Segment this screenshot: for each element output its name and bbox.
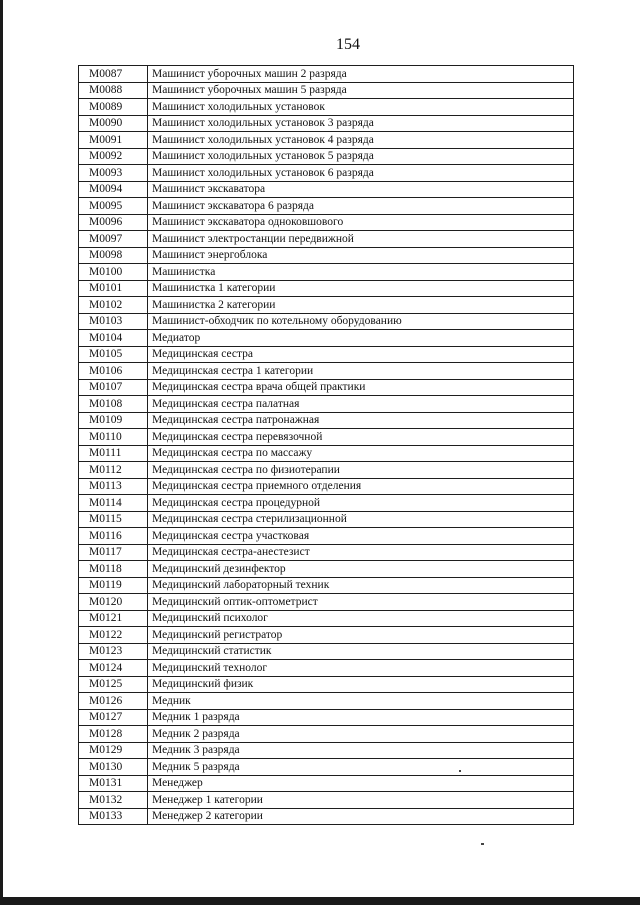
table-row (79, 528, 574, 545)
row-profession-name: Медицинская сестра участковая (148, 528, 574, 545)
row-code: М0112 (79, 462, 148, 479)
row-code: М0107 (79, 379, 148, 396)
row-profession-name: Медицинская сестра-анестезист (148, 544, 574, 561)
scan-edge-bottom (0, 897, 640, 905)
table-row (79, 247, 574, 264)
row-profession-name: Машинист экскаватора одноковшового (148, 214, 574, 231)
row-profession-name: Медицинский регистратор (148, 627, 574, 644)
row-code: М0127 (79, 709, 148, 726)
table-row (79, 643, 574, 660)
row-code: М0130 (79, 759, 148, 776)
table-row (79, 742, 574, 759)
row-profession-name: Машинистка (148, 264, 574, 281)
row-code: М0114 (79, 495, 148, 512)
row-profession-name: Медицинский оптик-оптометрист (148, 594, 574, 611)
table-row (79, 462, 574, 479)
table-row (79, 297, 574, 314)
row-profession-name: Медицинская сестра палатная (148, 396, 574, 413)
table-row (79, 396, 574, 413)
row-profession-name: Медицинская сестра патронажная (148, 412, 574, 429)
row-code: М0097 (79, 231, 148, 248)
row-code: М0123 (79, 643, 148, 660)
row-code: М0102 (79, 297, 148, 314)
row-profession-name: Медицинская сестра перевязочной (148, 429, 574, 446)
row-code: М0117 (79, 544, 148, 561)
row-profession-name: Медицинская сестра приемного отделения (148, 478, 574, 495)
row-code: М0125 (79, 676, 148, 693)
table-row (79, 214, 574, 231)
table-row (79, 577, 574, 594)
table-row (79, 264, 574, 281)
row-code: М0111 (79, 445, 148, 462)
table-row (79, 165, 574, 182)
row-profession-name: Медиатор (148, 330, 574, 347)
row-code: М0131 (79, 775, 148, 792)
row-code: М0089 (79, 99, 148, 116)
row-code: М0094 (79, 181, 148, 198)
row-profession-name: Машинист холодильных установок 3 разряда (148, 115, 574, 132)
table-row (79, 313, 574, 330)
row-code: М0122 (79, 627, 148, 644)
table-row (79, 594, 574, 611)
table-row (79, 379, 574, 396)
row-profession-name: Машинист уборочных машин 5 разряда (148, 82, 574, 99)
row-profession-name: Медицинская сестра по физиотерапии (148, 462, 574, 479)
table-row (79, 280, 574, 297)
table-row (79, 693, 574, 710)
row-code: М0109 (79, 412, 148, 429)
table-row (79, 726, 574, 743)
row-profession-name: Машинист энергоблока (148, 247, 574, 264)
row-code: М0103 (79, 313, 148, 330)
table-row (79, 231, 574, 248)
row-code: М0087 (79, 66, 148, 83)
row-code: М0091 (79, 132, 148, 149)
table-row (79, 132, 574, 149)
table-row (79, 363, 574, 380)
row-profession-name: Медицинская сестра 1 категории (148, 363, 574, 380)
row-code: М0129 (79, 742, 148, 759)
table-row (79, 610, 574, 627)
row-profession-name: Медицинский психолог (148, 610, 574, 627)
row-profession-name: Медицинская сестра врача общей практики (148, 379, 574, 396)
scan-speck (459, 770, 461, 772)
row-code: М0090 (79, 115, 148, 132)
table-row (79, 148, 574, 165)
row-code: М0116 (79, 528, 148, 545)
table-row (79, 82, 574, 99)
row-profession-name: Машинист уборочных машин 2 разряда (148, 66, 574, 83)
row-code: М0115 (79, 511, 148, 528)
scan-speck (481, 843, 484, 845)
profession-code-table (78, 65, 574, 825)
table-row (79, 808, 574, 825)
table-row (79, 544, 574, 561)
table-row (79, 198, 574, 215)
table-row (79, 561, 574, 578)
table-row (79, 627, 574, 644)
row-code: М0104 (79, 330, 148, 347)
page-number: 154 (336, 36, 360, 53)
row-code: М0128 (79, 726, 148, 743)
table-row (79, 660, 574, 677)
row-code: М0105 (79, 346, 148, 363)
row-profession-name: Медник (148, 693, 574, 710)
table-row (79, 346, 574, 363)
row-code: М0106 (79, 363, 148, 380)
row-code: М0113 (79, 478, 148, 495)
table-row (79, 412, 574, 429)
table-row (79, 792, 574, 809)
row-code: М0108 (79, 396, 148, 413)
row-profession-name: Машинист электростанции передвижной (148, 231, 574, 248)
table-row (79, 429, 574, 446)
table-row (79, 478, 574, 495)
row-profession-name: Медицинский физик (148, 676, 574, 693)
row-profession-name: Медицинский дезинфектор (148, 561, 574, 578)
row-code: М0110 (79, 429, 148, 446)
row-profession-name: Медник 3 разряда (148, 742, 574, 759)
table-row (79, 181, 574, 198)
row-code: М0132 (79, 792, 148, 809)
table-row (79, 445, 574, 462)
row-code: М0118 (79, 561, 148, 578)
row-code: М0133 (79, 808, 148, 825)
row-code: М0121 (79, 610, 148, 627)
row-profession-name: Менеджер 1 категории (148, 792, 574, 809)
table-row (79, 511, 574, 528)
table-row (79, 759, 574, 776)
table-row (79, 775, 574, 792)
table-body (79, 66, 574, 825)
row-code: М0119 (79, 577, 148, 594)
row-code: М0120 (79, 594, 148, 611)
row-profession-name: Машинист-обходчик по котельному оборудованию (148, 313, 574, 330)
row-code: М0088 (79, 82, 148, 99)
row-profession-name: Медник 5 разряда (148, 759, 574, 776)
row-profession-name: Медник 1 разряда (148, 709, 574, 726)
table-row (79, 676, 574, 693)
row-code: М0098 (79, 247, 148, 264)
row-profession-name: Машинист холодильных установок 5 разряда (148, 148, 574, 165)
row-code: М0096 (79, 214, 148, 231)
table-row (79, 330, 574, 347)
row-code: М0095 (79, 198, 148, 215)
row-profession-name: Машинист холодильных установок (148, 99, 574, 116)
table-row (79, 115, 574, 132)
row-profession-name: Медицинская сестра по массажу (148, 445, 574, 462)
row-profession-name: Машинист экскаватора 6 разряда (148, 198, 574, 215)
row-profession-name: Менеджер 2 категории (148, 808, 574, 825)
scan-edge-left (0, 0, 3, 905)
row-profession-name: Медицинский лабораторный техник (148, 577, 574, 594)
row-profession-name: Машинист экскаватора (148, 181, 574, 198)
row-profession-name: Машинист холодильных установок 6 разряда (148, 165, 574, 182)
row-code: М0124 (79, 660, 148, 677)
table-row (79, 99, 574, 116)
row-profession-name: Машинистка 2 категории (148, 297, 574, 314)
row-profession-name: Медицинская сестра (148, 346, 574, 363)
row-code: М0101 (79, 280, 148, 297)
row-code: М0093 (79, 165, 148, 182)
row-profession-name: Медицинская сестра процедурной (148, 495, 574, 512)
row-code: М0126 (79, 693, 148, 710)
table-row (79, 495, 574, 512)
row-profession-name: Медник 2 разряда (148, 726, 574, 743)
table-row (79, 709, 574, 726)
row-profession-name: Медицинская сестра стерилизационной (148, 511, 574, 528)
row-profession-name: Медицинский статистик (148, 643, 574, 660)
table-row (79, 66, 574, 83)
row-profession-name: Машинистка 1 категории (148, 280, 574, 297)
row-profession-name: Машинист холодильных установок 4 разряда (148, 132, 574, 149)
row-code: М0100 (79, 264, 148, 281)
row-profession-name: Менеджер (148, 775, 574, 792)
row-profession-name: Медицинский технолог (148, 660, 574, 677)
row-code: М0092 (79, 148, 148, 165)
